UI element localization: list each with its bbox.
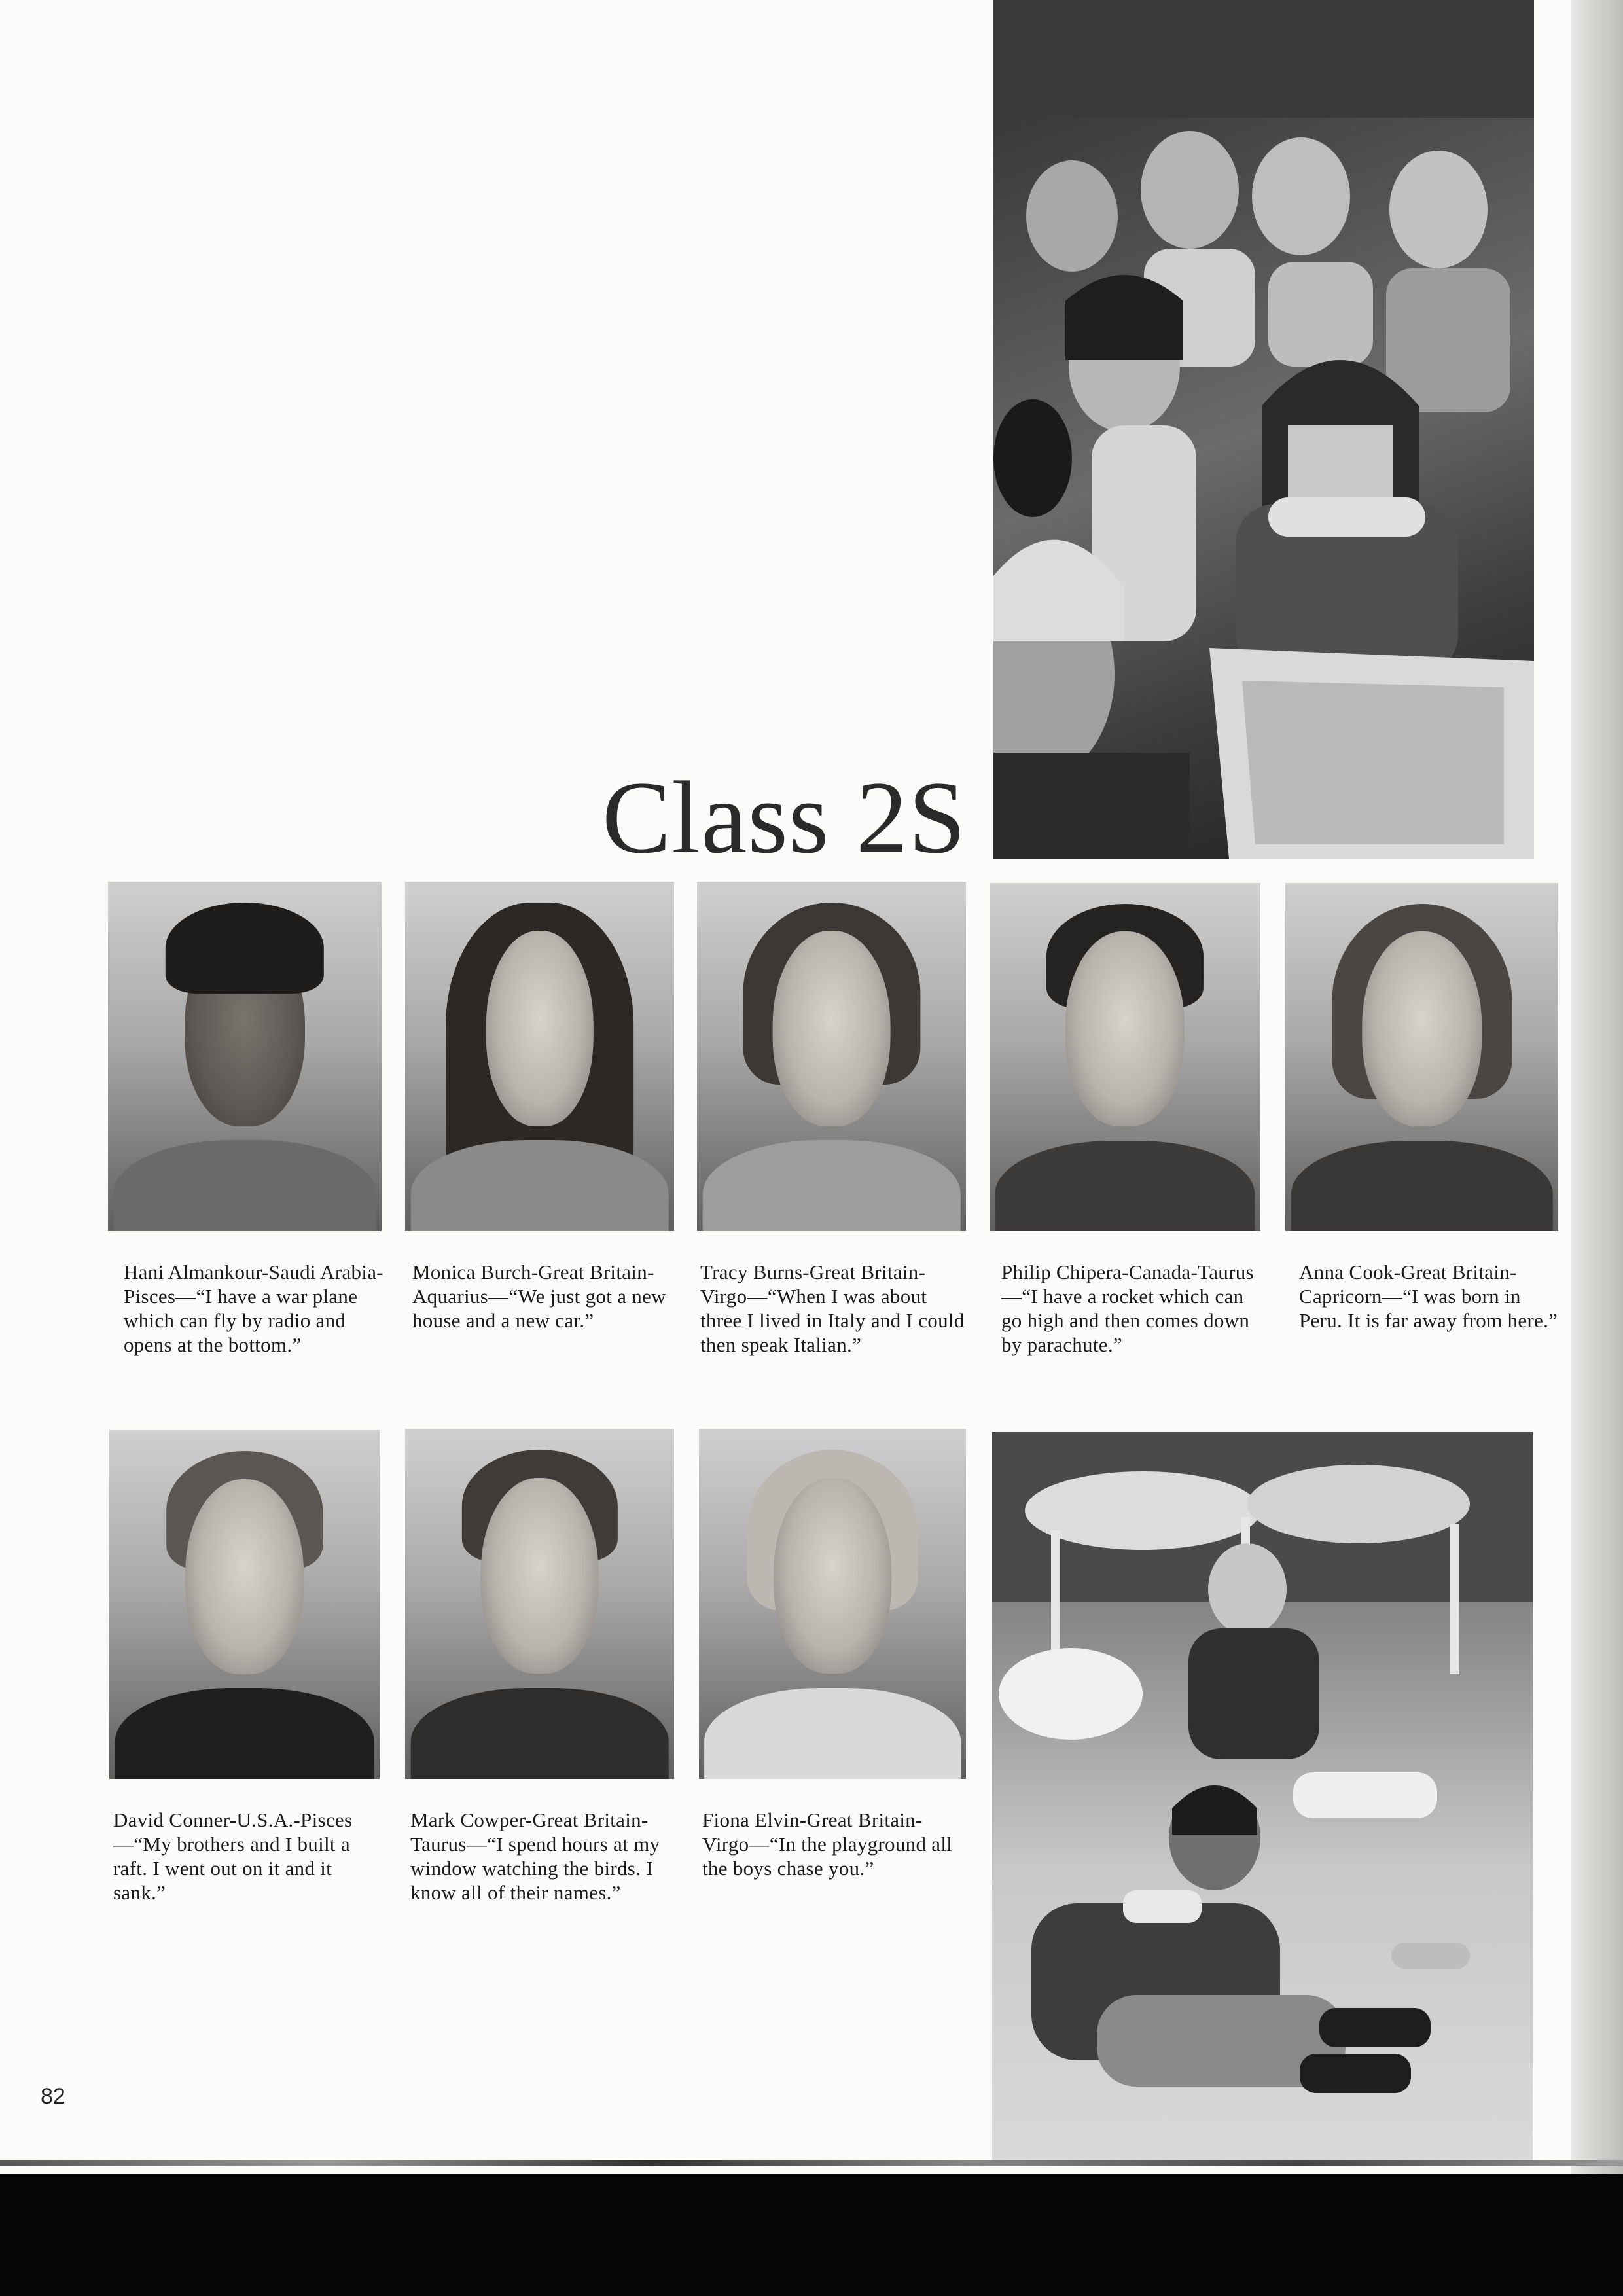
page-number: 82 — [41, 2084, 65, 2109]
floor-photo — [992, 1432, 1533, 2160]
portrait-anna-cook — [1285, 883, 1558, 1231]
caption-fiona-elvin: Fiona Elvin-Great Britain-Virgo—“In the playground all the boys chase you.” — [702, 1808, 953, 1880]
portrait-david-conner — [109, 1430, 380, 1779]
portrait-philip-chipera — [990, 883, 1260, 1231]
portrait-monica-burch — [405, 882, 674, 1231]
portrait-fiona-elvin — [699, 1429, 966, 1779]
scan-background-band — [0, 2174, 1623, 2296]
caption-hani-almankour: Hani Almankour-Saudi Arabia-Pisces—“I have a war plane which can fly by radio and opens at the bottom.” — [124, 1261, 383, 1356]
page-edge — [1571, 0, 1623, 2174]
scan-edge-line — [0, 2160, 1623, 2166]
portrait-tracy-burns — [697, 882, 966, 1231]
caption-monica-burch: Monica Burch-Great Britain-Aquarius—“We just got a new house and a new car.” — [412, 1261, 666, 1332]
portrait-hani-almankour — [108, 882, 382, 1231]
caption-anna-cook: Anna Cook-Great Britain-Capricorn—“I was born in Peru. It is far away from here.” — [1299, 1261, 1558, 1332]
caption-mark-cowper: Mark Cowper-Great Britain-Taurus—“I spend hours at my window watching the birds. I know all of their names.” — [410, 1808, 660, 1904]
page-title: Class 2S — [602, 761, 967, 875]
group-photo-illustration — [993, 0, 1534, 859]
caption-philip-chipera: Philip Chipera-Canada-Taurus—“I have a rocket which can go high and then comes down by parachute.” — [1001, 1261, 1254, 1356]
caption-david-conner: David Conner-U.S.A.-Pisces—“My brothers and I built a raft. I went out on it and it sank.” — [113, 1808, 353, 1904]
floor-photo-illustration — [992, 1432, 1533, 2160]
caption-tracy-burns: Tracy Burns-Great Britain-Virgo—“When I was about three I lived in Italy and I could then speak Italian.” — [700, 1261, 965, 1356]
portrait-mark-cowper — [405, 1429, 674, 1779]
group-photo — [993, 0, 1534, 859]
